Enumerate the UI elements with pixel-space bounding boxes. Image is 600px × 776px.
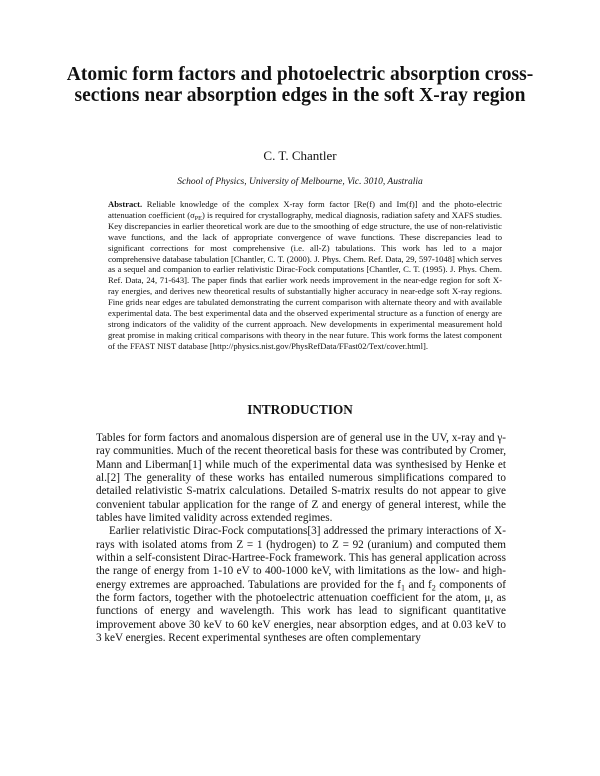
author-affiliation: School of Physics, University of Melbourne, Vic. 3010, Australia xyxy=(177,177,423,187)
abstract xyxy=(108,199,502,352)
subscript-f2: 2 xyxy=(431,583,436,593)
abstract-text-part-1: Reliable knowledge of the complex X-ray form factor [Re(f) and Im(f)] and the photo-electric attenuation coefficient (σ xyxy=(108,199,502,220)
section-heading-introduction: INTRODUCTION xyxy=(247,402,353,417)
introduction-paragraph-1: Tables for form factors and anomalous dispersion are of general use in the UV, x-ray and γ-ray communities. Much of the recent theoretical basis for these was contributed by Cromer, Mann and Liberman[1] while much of the experimental data was synthesised by Henke et al.[2] The generality of these works has entailed numerous simplifications compared to detailed relativistic S-matrix calculations. Detailed S-matrix results do not appear to give convenient tabular application for the range of Z and energy of general interest, while the tables have limited validity across extended regimes. xyxy=(96,432,506,525)
paragraph-2-part-a: Earlier relativistic Dirac-Fock computations[3] addressed the primary interactions of X-rays with isolated atoms from Z = 1 (hydrogen) to Z = 92 (uranium) and computed them within a self-consistent Dirac-Hartree-Fock framework. This has general application across the range of energy from 1-10 eV to 400-1000 keV, with limitations as the low- and high-energy extremes are approached. Tabulations are provided for the f xyxy=(96,525,506,591)
abstract-label: Abstract. xyxy=(108,199,143,209)
paragraph-2-part-b: and f xyxy=(405,578,432,591)
abstract-subscript: PE xyxy=(194,214,202,222)
author-name: C. T. Chantler xyxy=(263,148,337,163)
abstract-text-part-2: ) is required for crystallography, medical diagnosis, radiation safety and XAFS studies. Key discrepancies in earlier theoretical work are due to the smoothing of edge structure, the use of non-relativistic wave functions, and the lack of appropriate convergence of wave functions. These discrepancies lead to significant corrections for most comprehensive (i.e. all-Z) tabulations. This work has led to a major comprehensive database tabulation [Chantler, C. T. (2000). J. Phys. Chem. Ref. Data, 29, 597-1048] which serves as a sequel and companion to earlier relativistic Dirac-Fock computations [Chantler, C. T. (1995). J. Phys. Chem. Ref. Data, 24, 71-643]. The paper finds that earlier work needs improvement in the near-edge region for soft X-ray energies, and derives new theoretical results of substantially higher accuracy in near-edge soft X-ray regions. Fine grids near edges are tabulated demonstrating the current comparison with alternate theory and with available experimental data. The best experimental data and the observed experimental structure as a function of energy are strong indicators of the validity of the current approach. New developments in experimental measurement hold great promise in making critical comparisons with theory in the near future. This work forms the latest component of the FFAST NIST database [http://physics.nist.gov/PhysRefData/FFast02/Text/cover.html]. xyxy=(108,209,502,351)
paragraph-2-part-c: components of the form factors, together with the photoelectric attenuation coefficient for the atom, μ, as functions of energy and wavelength. This work has lead to significant quantitative improvement above 30 keV to 60 keV energies, near absorption edges, and at 0.03 keV to 3 keV energies. Recent experimental syntheses are often complementary xyxy=(96,578,506,645)
subscript-f1: 1 xyxy=(401,583,406,593)
introduction-body xyxy=(96,432,506,646)
paper-title: Atomic form factors and photoelectric absorption cross-sections near absorption edges in the soft X-ray region xyxy=(66,64,534,106)
introduction-paragraph-2 xyxy=(96,525,506,645)
